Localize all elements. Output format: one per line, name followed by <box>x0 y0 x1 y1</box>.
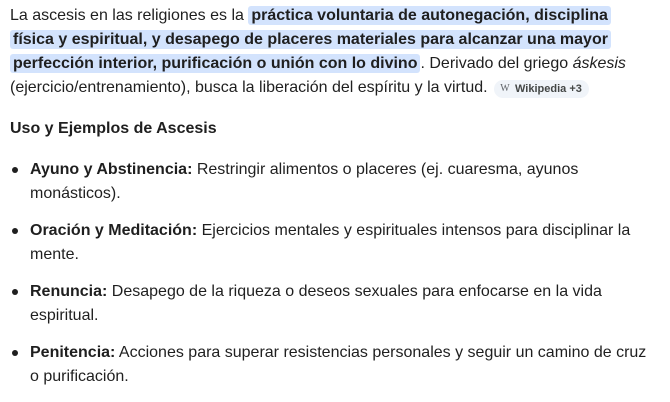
intro-lead: La ascesis en las religiones es la <box>10 7 249 24</box>
item-description: Desapego de la riqueza o deseos sexuales para enfocarse en la vida espiritual. <box>30 283 602 324</box>
bullet-icon <box>12 228 18 234</box>
bullet-icon <box>12 289 18 295</box>
item-term: Renuncia: <box>30 283 108 300</box>
examples-list <box>10 158 650 389</box>
list-item <box>10 341 650 389</box>
wikipedia-icon: W <box>500 83 510 94</box>
source-chip[interactable] <box>494 80 589 98</box>
bullet-icon <box>12 350 18 356</box>
list-item <box>10 158 650 206</box>
section-heading: Uso y Ejemplos de Ascesis <box>10 120 217 137</box>
intro-paragraph <box>10 4 650 100</box>
list-item <box>10 280 650 328</box>
intro-tail: (ejercicio/entrenamiento), busca la liberación del espíritu y la virtud. <box>10 79 488 96</box>
source-chip-label: Wikipedia +3 <box>515 83 582 95</box>
list-item <box>10 219 650 267</box>
bullet-icon <box>12 167 18 173</box>
item-description: Restringir alimentos o placeres (ej. cuaresma, ayunos monásticos). <box>30 161 579 202</box>
item-term: Oración y Meditación: <box>30 222 198 239</box>
intro-after-highlight: . Derivado del griego <box>420 55 573 72</box>
item-term: Penitencia: <box>30 344 116 361</box>
item-description: Acciones para superar resistencias personales y seguir un camino de cruz o purificación. <box>30 344 647 385</box>
greek-term: áskesis <box>572 55 626 72</box>
item-term: Ayuno y Abstinencia: <box>30 161 193 178</box>
answer-content <box>10 4 650 402</box>
highlighted-definition[interactable]: práctica voluntaria de autonegación, disciplina física y espiritual, y desapego de placeres materiales para alcanzar una mayor perfección interior, purificación o unión con lo divino <box>10 6 611 73</box>
item-description: Ejercicios mentales y espirituales intensos para disciplinar la mente. <box>30 222 631 263</box>
